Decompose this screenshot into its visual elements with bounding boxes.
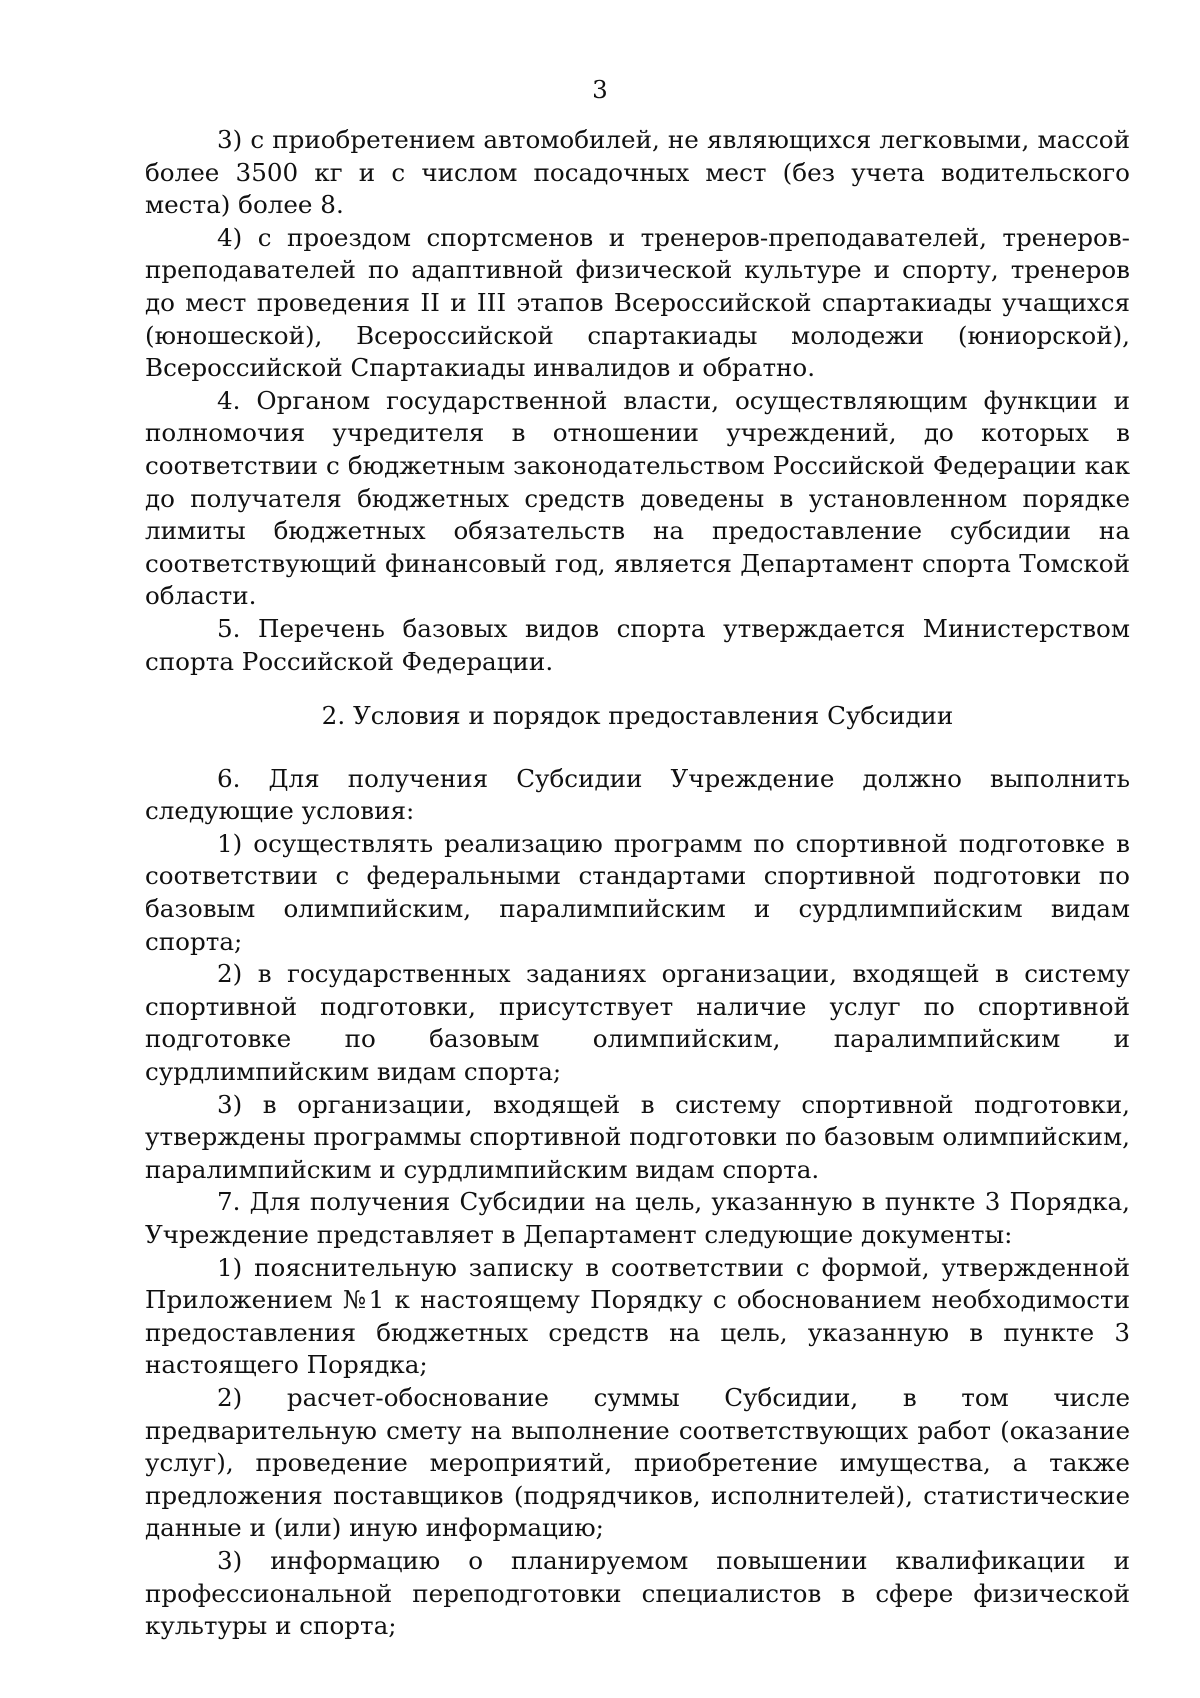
section-heading: 2. Условия и порядок предоставления Субсидии [321, 701, 954, 731]
paragraph-condition-3: 3) в организации, входящей в систему спортивной подготовки, утверждены программы спортивной подготовки по базовым олимпийским, паралимпийским и сурдлимпийским видам спорта. [145, 1089, 1130, 1184]
document-body [145, 124, 1130, 1643]
paragraph-document-1: 1) пояснительную записку в соответствии с формой, утвержденной Приложением №1 к настоящему Порядку с обоснованием необходимости предоставления бюджетных средств на цель, указанную в пункте 3 настоящего Порядка; [145, 1252, 1130, 1380]
paragraph-document-3: 3) информацию о планируемом повышении квалификации и профессиональной переподготовки специалистов в сфере физической культуры и спорта; [145, 1545, 1130, 1641]
paragraph-item-5-sports-list: 5. Перечень базовых видов спорта утверждается Министерством спорта Российской Федерации. [145, 613, 1130, 676]
paragraph-condition-1: 1) осуществлять реализацию программ по спортивной подготовке в соответствии с федеральными стандартами спортивной подготовки по базовым олимпийским, паралимпийским и сурдлимпийским видам спорта; [145, 828, 1130, 956]
paragraph-item-4-authority: 4. Органом государственной власти, осуществляющим функции и полномочия учредителя в отношении учреждений, до которых в соответствии с бюджетным законодательством Российской Федерации как до получателя бюджетных средств доведены в установленном порядке лимиты бюджетных обязательств на предоставление субсидии на соответствующий финансовый год, является Департамент спорта Томской области. [145, 385, 1130, 611]
paragraph-document-2: 2) расчет-обоснование суммы Субсидии, в том числе предварительную смету на выполнение соответствующих работ (оказание услуг), проведение мероприятий, приобретение имущества, а также предложения поставщиков (подрядчиков, исполнителей), статистические данные и (или) иную информацию; [145, 1382, 1130, 1543]
paragraph-4-travel: 4) с проездом спортсменов и тренеров-преподавателей, тренеров-преподавателей по адаптивной физической культуре и спорту, тренеров до мест проведения II и III этапов Всероссийской спартакиады учащихся (юношеской), Всероссийской спартакиады молодежи (юниорской), Всероссийской Спартакиады инвалидов и обратно. [145, 222, 1130, 383]
page-number: 3 [592, 75, 608, 104]
paragraph-item-7-documents: 7. Для получения Субсидии на цель, указанную в пункте 3 Порядка, Учреждение представляет в Департамент следующие документы: [145, 1187, 1130, 1249]
paragraph-item-6-conditions: 6. Для получения Субсидии Учреждение должно выполнить следующие условия: [145, 763, 1130, 826]
paragraph-3-vehicles: 3) с приобретением автомобилей, не являющихся легковыми, массой более 3500 кг и с числом посадочных мест (без учета водительского места) более 8. [145, 125, 1130, 220]
paragraph-condition-2: 2) в государственных заданиях организации, входящей в систему спортивной подготовки, присутствует наличие услуг по спортивной подготовке по базовым олимпийским, паралимпийским и сурдлимпийским видам спорта; [145, 959, 1130, 1087]
